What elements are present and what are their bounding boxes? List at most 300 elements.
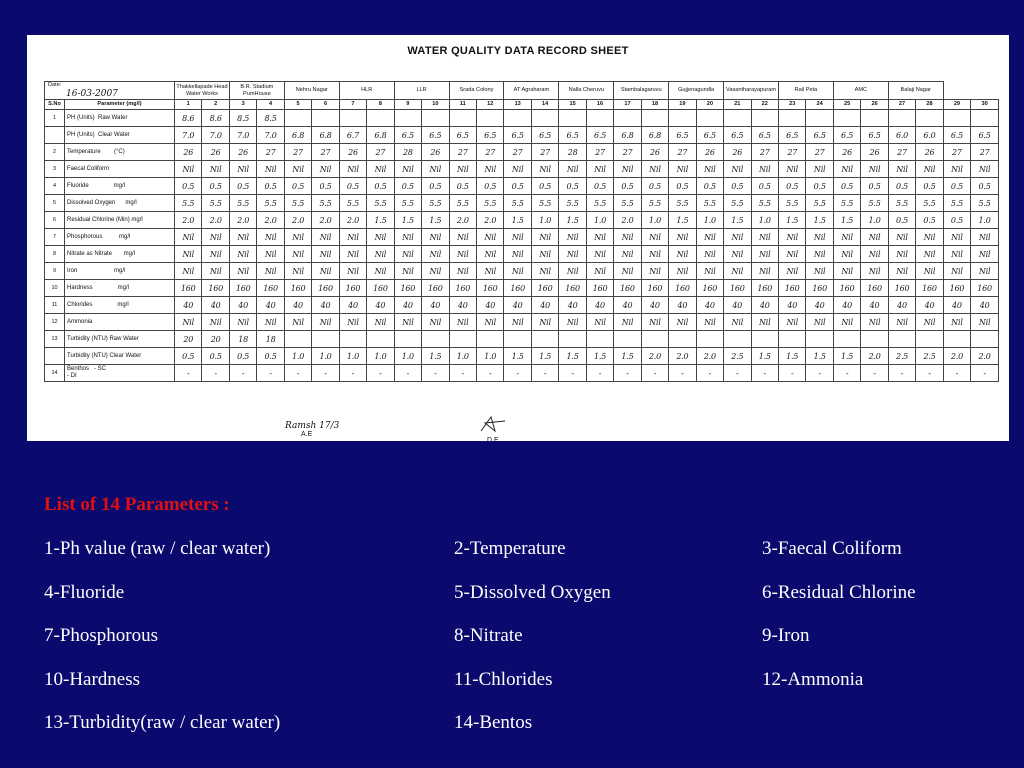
- value-cell: Nil: [943, 161, 970, 178]
- value-cell: [641, 331, 668, 348]
- column-number: 7: [339, 100, 366, 110]
- value-cell: Nil: [504, 263, 531, 280]
- value-cell: Nil: [724, 246, 751, 263]
- sheet-title: WATER QUALITY DATA RECORD SHEET: [407, 45, 629, 57]
- value-cell: 1.5: [669, 212, 696, 229]
- value-cell: 40: [724, 297, 751, 314]
- value-cell: [669, 110, 696, 127]
- parameter-list-item: 12-Ammonia: [762, 668, 864, 690]
- value-cell: 6.5: [971, 127, 999, 144]
- parameter-list-item: 6-Residual Chlorine: [762, 581, 916, 603]
- value-cell: 5.5: [614, 195, 641, 212]
- value-cell: Nil: [367, 246, 394, 263]
- value-cell: 2.0: [312, 212, 339, 229]
- column-number: 1: [175, 100, 202, 110]
- value-cell: 1.5: [531, 348, 558, 365]
- value-cell: [312, 110, 339, 127]
- site-header: Balaji Nagar: [888, 82, 943, 100]
- site-header: Vasantharayapuram: [724, 82, 779, 100]
- value-cell: Nil: [449, 161, 476, 178]
- value-cell: -: [586, 365, 613, 382]
- value-cell: 5.5: [861, 195, 888, 212]
- value-cell: 160: [861, 280, 888, 297]
- site-header: Thakkellapade Head Water Works: [175, 82, 230, 100]
- value-cell: 5.5: [916, 195, 943, 212]
- value-cell: 2.0: [202, 212, 229, 229]
- value-cell: [422, 331, 449, 348]
- column-number: 8: [367, 100, 394, 110]
- value-cell: [724, 110, 751, 127]
- value-cell: Nil: [477, 314, 504, 331]
- value-cell: 1.0: [861, 212, 888, 229]
- value-cell: 27: [971, 144, 999, 161]
- value-cell: [861, 110, 888, 127]
- value-cell: Nil: [531, 314, 558, 331]
- parameter-cell: Turbidity (NTU) Clear Water: [65, 348, 175, 365]
- parameter-cell: Faecal Coliform: [65, 161, 175, 178]
- value-cell: -: [833, 365, 860, 382]
- value-cell: 1.5: [422, 212, 449, 229]
- value-cell: Nil: [175, 314, 202, 331]
- value-cell: 27: [778, 144, 805, 161]
- value-cell: Nil: [971, 246, 999, 263]
- site-header: Nehru Nagar: [284, 82, 339, 100]
- value-cell: 0.5: [477, 178, 504, 195]
- column-number: 28: [916, 100, 943, 110]
- value-cell: Nil: [586, 246, 613, 263]
- value-cell: 160: [559, 280, 586, 297]
- value-cell: Nil: [394, 314, 421, 331]
- value-cell: 5.5: [641, 195, 668, 212]
- value-cell: 6.5: [586, 127, 613, 144]
- value-cell: Nil: [724, 161, 751, 178]
- sno-cell: 1: [45, 110, 65, 127]
- value-cell: Nil: [971, 229, 999, 246]
- value-cell: 6.8: [284, 127, 311, 144]
- site-header: Gujjenagundla: [669, 82, 724, 100]
- value-cell: Nil: [778, 161, 805, 178]
- sno-cell: 2: [45, 144, 65, 161]
- value-cell: 0.5: [724, 178, 751, 195]
- value-cell: 5.5: [971, 195, 999, 212]
- value-cell: Nil: [394, 263, 421, 280]
- value-cell: [888, 110, 915, 127]
- value-cell: [971, 331, 999, 348]
- sno-cell: 12: [45, 314, 65, 331]
- value-cell: 7.0: [202, 127, 229, 144]
- value-cell: 40: [477, 297, 504, 314]
- value-cell: Nil: [916, 246, 943, 263]
- value-cell: Nil: [559, 229, 586, 246]
- value-cell: 1.0: [284, 348, 311, 365]
- value-cell: [477, 110, 504, 127]
- value-cell: [669, 331, 696, 348]
- site-header: AT Agraharam: [504, 82, 559, 100]
- sno-header: S.No: [45, 100, 65, 110]
- value-cell: Nil: [477, 263, 504, 280]
- value-cell: 40: [778, 297, 805, 314]
- column-number: 10: [422, 100, 449, 110]
- value-cell: Nil: [559, 246, 586, 263]
- parameter-list-item: 1-Ph value (raw / clear water): [44, 538, 271, 559]
- value-cell: 0.5: [888, 212, 915, 229]
- site-header: LLR: [394, 82, 449, 100]
- value-cell: 1.0: [367, 348, 394, 365]
- value-cell: 0.5: [833, 178, 860, 195]
- value-cell: 26: [175, 144, 202, 161]
- value-cell: 0.5: [504, 178, 531, 195]
- value-cell: Nil: [614, 161, 641, 178]
- value-cell: 6.5: [833, 127, 860, 144]
- value-cell: 1.0: [531, 212, 558, 229]
- value-cell: Nil: [504, 314, 531, 331]
- value-cell: 5.5: [586, 195, 613, 212]
- value-cell: Nil: [669, 161, 696, 178]
- value-cell: 2.5: [916, 348, 943, 365]
- value-cell: Nil: [669, 246, 696, 263]
- value-cell: -: [943, 365, 970, 382]
- value-cell: 5.5: [669, 195, 696, 212]
- value-cell: 160: [504, 280, 531, 297]
- value-cell: 2.0: [284, 212, 311, 229]
- value-cell: 6.7: [339, 127, 366, 144]
- column-number: 11: [449, 100, 476, 110]
- value-cell: 2.5: [724, 348, 751, 365]
- value-cell: Nil: [284, 229, 311, 246]
- value-cell: 1.5: [367, 212, 394, 229]
- value-cell: Nil: [339, 263, 366, 280]
- value-cell: 40: [531, 297, 558, 314]
- value-cell: Nil: [943, 314, 970, 331]
- value-cell: -: [449, 365, 476, 382]
- value-cell: Nil: [888, 246, 915, 263]
- value-cell: 5.5: [778, 195, 805, 212]
- value-cell: Nil: [175, 263, 202, 280]
- value-cell: 20: [175, 331, 202, 348]
- value-cell: [339, 110, 366, 127]
- value-cell: -: [422, 365, 449, 382]
- value-cell: 160: [257, 280, 284, 297]
- parameter-cell: Ammonia: [65, 314, 175, 331]
- value-cell: 0.5: [229, 348, 256, 365]
- value-cell: Nil: [916, 314, 943, 331]
- value-cell: Nil: [504, 229, 531, 246]
- value-cell: 2.0: [339, 212, 366, 229]
- value-cell: 40: [751, 297, 778, 314]
- value-cell: 6.5: [531, 127, 558, 144]
- value-cell: -: [696, 365, 723, 382]
- value-cell: 160: [751, 280, 778, 297]
- value-cell: Nil: [394, 229, 421, 246]
- value-cell: Nil: [696, 161, 723, 178]
- value-cell: 0.5: [806, 178, 833, 195]
- value-cell: 40: [806, 297, 833, 314]
- value-cell: 40: [888, 297, 915, 314]
- value-cell: [284, 331, 311, 348]
- value-cell: 1.5: [504, 212, 531, 229]
- value-cell: 40: [367, 297, 394, 314]
- value-cell: Nil: [806, 161, 833, 178]
- table-row: [45, 246, 999, 263]
- value-cell: Nil: [257, 229, 284, 246]
- table-row: [45, 195, 999, 212]
- value-cell: Nil: [751, 229, 778, 246]
- value-cell: [449, 110, 476, 127]
- value-cell: Nil: [586, 314, 613, 331]
- value-cell: 0.5: [641, 178, 668, 195]
- parameter-list-item: 13-Turbidity(raw / clear water): [44, 712, 281, 733]
- value-cell: 1.5: [394, 212, 421, 229]
- value-cell: 2.0: [971, 348, 999, 365]
- value-cell: [696, 110, 723, 127]
- value-cell: 1.0: [339, 348, 366, 365]
- value-cell: -: [284, 365, 311, 382]
- value-cell: Nil: [367, 161, 394, 178]
- value-cell: 160: [806, 280, 833, 297]
- value-cell: 160: [175, 280, 202, 297]
- value-cell: 0.5: [257, 178, 284, 195]
- value-cell: Nil: [202, 246, 229, 263]
- value-cell: -: [916, 365, 943, 382]
- value-cell: 160: [367, 280, 394, 297]
- table-row: [45, 331, 999, 348]
- value-cell: 27: [888, 144, 915, 161]
- value-cell: [559, 110, 586, 127]
- value-cell: 40: [641, 297, 668, 314]
- value-cell: Nil: [724, 314, 751, 331]
- value-cell: 1.5: [833, 212, 860, 229]
- value-cell: Nil: [477, 229, 504, 246]
- value-cell: Nil: [861, 229, 888, 246]
- value-cell: 0.5: [916, 178, 943, 195]
- value-cell: 6.5: [943, 127, 970, 144]
- site-header: B.R. Stadium PumHouse: [229, 82, 284, 100]
- value-cell: -: [559, 365, 586, 382]
- value-cell: Nil: [284, 246, 311, 263]
- value-cell: -: [257, 365, 284, 382]
- value-cell: 7.0: [257, 127, 284, 144]
- parameter-cell: Fluoride mg/l: [65, 178, 175, 195]
- value-cell: [833, 110, 860, 127]
- value-cell: Nil: [696, 263, 723, 280]
- site-header: Stambalagaruvu: [614, 82, 669, 100]
- value-cell: [778, 331, 805, 348]
- site-header: Nalla Cheruvu: [559, 82, 614, 100]
- table-row: [45, 297, 999, 314]
- record-table-body: [45, 110, 999, 382]
- value-cell: 27: [806, 144, 833, 161]
- value-cell: -: [971, 365, 999, 382]
- value-cell: Nil: [641, 246, 668, 263]
- column-number: 27: [888, 100, 915, 110]
- value-cell: -: [669, 365, 696, 382]
- value-cell: 6.5: [751, 127, 778, 144]
- value-cell: 6.5: [394, 127, 421, 144]
- table-row: [45, 263, 999, 280]
- site-header: Rail Peta: [778, 82, 833, 100]
- value-cell: 160: [833, 280, 860, 297]
- value-cell: Nil: [422, 314, 449, 331]
- value-cell: [394, 110, 421, 127]
- value-cell: -: [861, 365, 888, 382]
- value-cell: 0.5: [971, 178, 999, 195]
- value-cell: 0.5: [943, 178, 970, 195]
- column-number: 9: [394, 100, 421, 110]
- value-cell: 40: [449, 297, 476, 314]
- value-cell: 26: [724, 144, 751, 161]
- sno-cell: 9: [45, 263, 65, 280]
- value-cell: 1.5: [724, 212, 751, 229]
- value-cell: [504, 110, 531, 127]
- value-cell: Nil: [916, 229, 943, 246]
- value-cell: 5.5: [449, 195, 476, 212]
- value-cell: 5.5: [696, 195, 723, 212]
- value-cell: 5.5: [888, 195, 915, 212]
- value-cell: Nil: [284, 263, 311, 280]
- value-cell: 2.0: [641, 348, 668, 365]
- value-cell: [724, 331, 751, 348]
- value-cell: 1.0: [586, 212, 613, 229]
- value-cell: Nil: [586, 263, 613, 280]
- value-cell: Nil: [339, 229, 366, 246]
- value-cell: 40: [394, 297, 421, 314]
- value-cell: 26: [696, 144, 723, 161]
- value-cell: [971, 110, 999, 127]
- table-row: [45, 127, 999, 144]
- parameter-header: Parameter (mg/l): [65, 100, 175, 110]
- value-cell: 40: [229, 297, 256, 314]
- value-cell: Nil: [339, 246, 366, 263]
- value-cell: 2.0: [449, 212, 476, 229]
- column-number: 22: [751, 100, 778, 110]
- value-cell: 8.5: [229, 110, 256, 127]
- value-cell: 5.5: [312, 195, 339, 212]
- value-cell: Nil: [833, 161, 860, 178]
- value-cell: 5.5: [751, 195, 778, 212]
- value-cell: 26: [339, 144, 366, 161]
- value-cell: Nil: [312, 263, 339, 280]
- column-number: 3: [229, 100, 256, 110]
- value-cell: Nil: [696, 246, 723, 263]
- value-cell: Nil: [916, 263, 943, 280]
- value-cell: 26: [422, 144, 449, 161]
- value-cell: 0.5: [284, 178, 311, 195]
- column-number: 19: [669, 100, 696, 110]
- value-cell: Nil: [202, 314, 229, 331]
- value-cell: 40: [202, 297, 229, 314]
- parameter-cell: Iron mg/l: [65, 263, 175, 280]
- value-cell: 1.5: [614, 348, 641, 365]
- value-cell: 0.5: [339, 178, 366, 195]
- value-cell: 40: [833, 297, 860, 314]
- value-cell: Nil: [778, 229, 805, 246]
- value-cell: 0.5: [614, 178, 641, 195]
- value-cell: Nil: [751, 263, 778, 280]
- value-cell: Nil: [559, 314, 586, 331]
- value-cell: Nil: [778, 263, 805, 280]
- value-cell: 160: [778, 280, 805, 297]
- table-row: [45, 314, 999, 331]
- value-cell: [367, 110, 394, 127]
- value-cell: Nil: [257, 246, 284, 263]
- value-cell: 40: [257, 297, 284, 314]
- value-cell: 6.8: [641, 127, 668, 144]
- value-cell: 5.5: [477, 195, 504, 212]
- value-cell: 0.5: [229, 178, 256, 195]
- value-cell: 40: [861, 297, 888, 314]
- value-cell: 27: [586, 144, 613, 161]
- value-cell: 0.5: [175, 348, 202, 365]
- value-cell: 5.5: [367, 195, 394, 212]
- value-cell: 0.5: [531, 178, 558, 195]
- value-cell: 0.5: [559, 178, 586, 195]
- table-row: [45, 365, 999, 382]
- value-cell: [312, 331, 339, 348]
- sno-cell: [45, 348, 65, 365]
- value-cell: [751, 331, 778, 348]
- value-cell: [888, 331, 915, 348]
- value-cell: 27: [614, 144, 641, 161]
- value-cell: 2.0: [614, 212, 641, 229]
- value-cell: 27: [943, 144, 970, 161]
- value-cell: [751, 110, 778, 127]
- sno-cell: 3: [45, 161, 65, 178]
- parameter-list-item: 3-Faecal Coliform: [762, 538, 902, 559]
- value-cell: 160: [943, 280, 970, 297]
- value-cell: 160: [531, 280, 558, 297]
- value-cell: [696, 331, 723, 348]
- value-cell: Nil: [641, 263, 668, 280]
- site-header: AMC: [833, 82, 888, 100]
- value-cell: 5.5: [229, 195, 256, 212]
- column-number: 17: [614, 100, 641, 110]
- parameter-cell: Nitrate as Nitrate mg/l: [65, 246, 175, 263]
- value-cell: 0.5: [257, 348, 284, 365]
- value-cell: 26: [916, 144, 943, 161]
- column-number: 4: [257, 100, 284, 110]
- value-cell: Nil: [175, 246, 202, 263]
- value-cell: 5.5: [806, 195, 833, 212]
- column-number: 20: [696, 100, 723, 110]
- value-cell: Nil: [312, 246, 339, 263]
- column-number: 30: [971, 100, 999, 110]
- value-cell: 6.5: [504, 127, 531, 144]
- value-cell: 1.5: [422, 348, 449, 365]
- value-cell: 5.5: [394, 195, 421, 212]
- value-cell: Nil: [614, 246, 641, 263]
- value-cell: [806, 331, 833, 348]
- value-cell: Nil: [586, 161, 613, 178]
- value-cell: Nil: [175, 229, 202, 246]
- column-number: 12: [477, 100, 504, 110]
- value-cell: [614, 331, 641, 348]
- value-cell: 27: [449, 144, 476, 161]
- value-cell: 5.5: [284, 195, 311, 212]
- value-cell: Nil: [861, 263, 888, 280]
- value-cell: Nil: [888, 229, 915, 246]
- value-cell: 40: [916, 297, 943, 314]
- value-cell: Nil: [504, 246, 531, 263]
- value-cell: Nil: [339, 161, 366, 178]
- value-cell: Nil: [888, 314, 915, 331]
- column-number: 29: [943, 100, 970, 110]
- value-cell: Nil: [751, 314, 778, 331]
- value-cell: 6.5: [806, 127, 833, 144]
- value-cell: Nil: [751, 246, 778, 263]
- value-cell: 0.5: [916, 212, 943, 229]
- value-cell: Nil: [806, 229, 833, 246]
- value-cell: 0.5: [888, 178, 915, 195]
